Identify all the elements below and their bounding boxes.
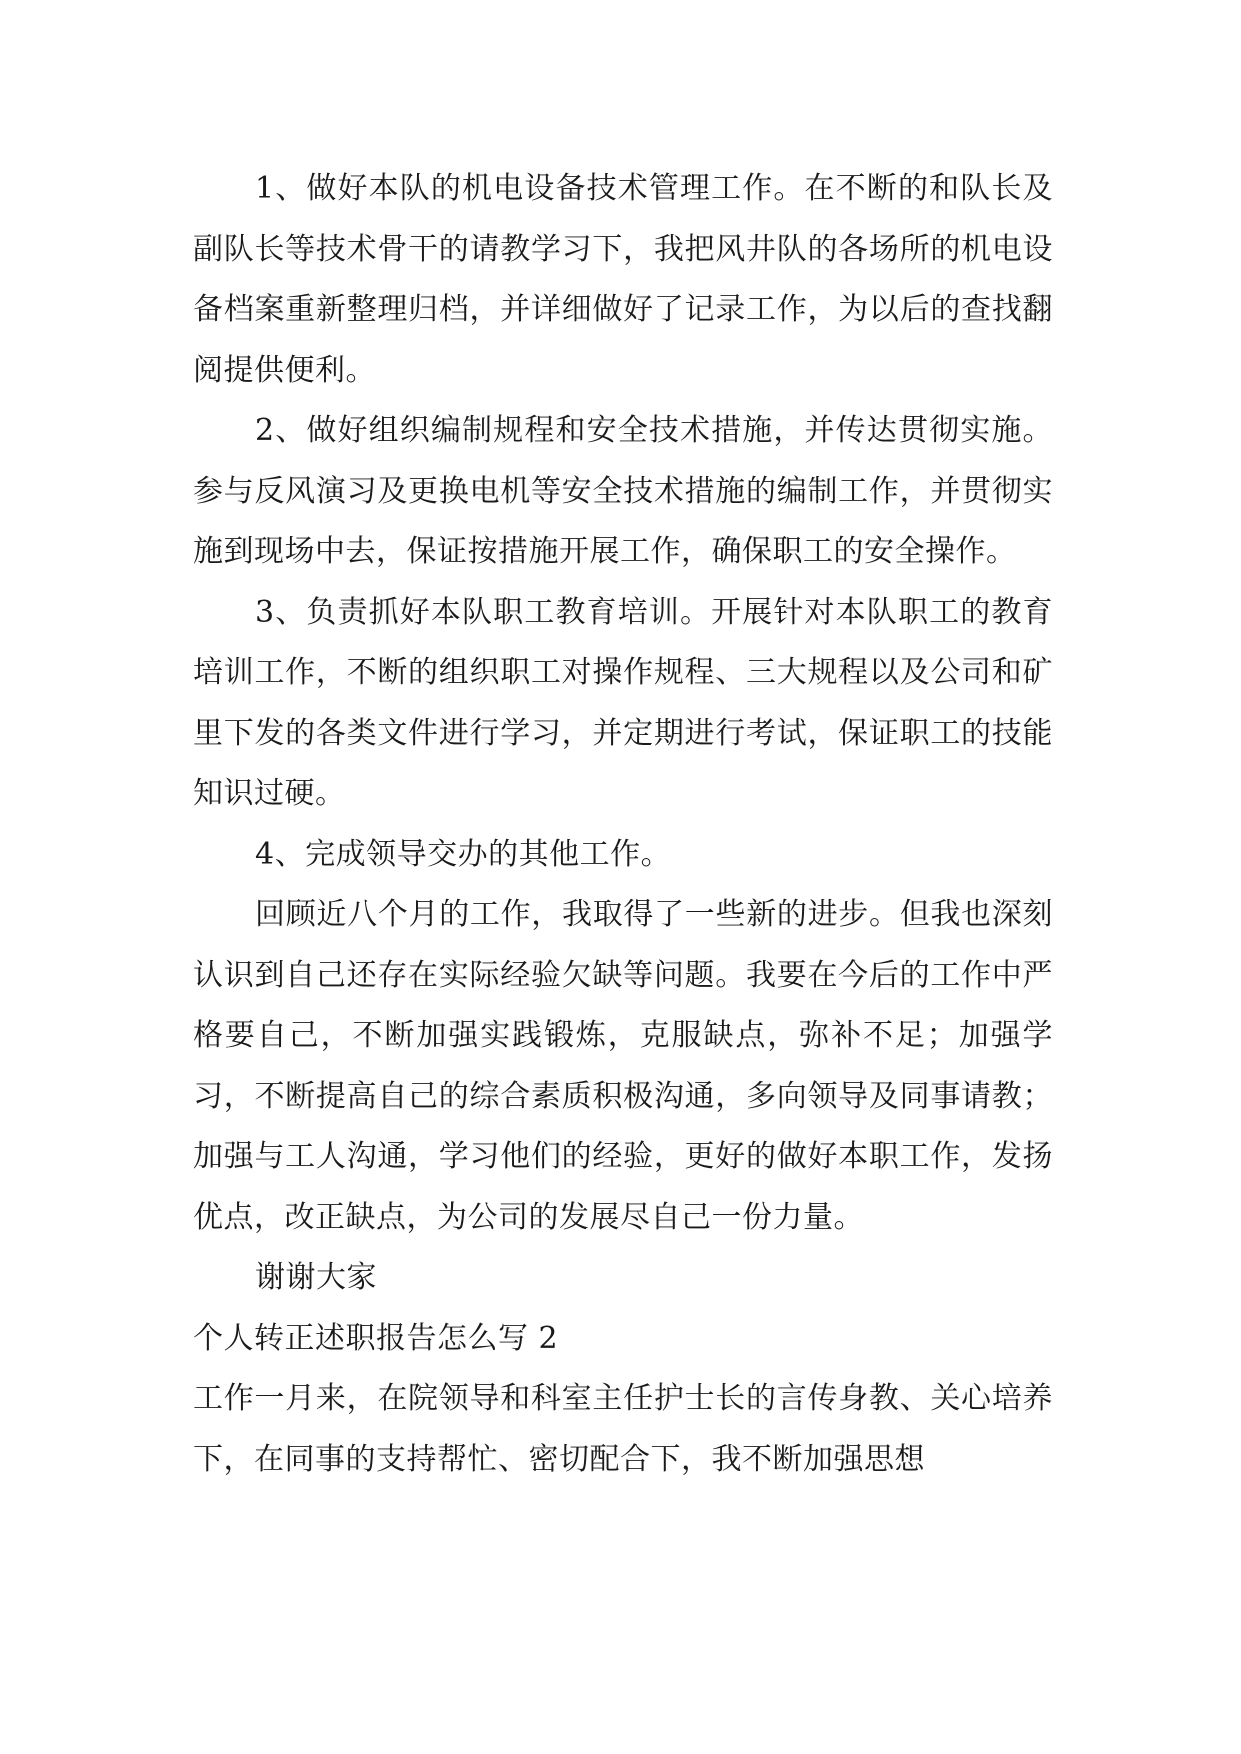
document-page: [193, 159, 1053, 1490]
section-title: 个人转正述职报告怎么写 2: [193, 1320, 559, 1356]
paragraph-4: 4、完成领导交办的其他工作。: [255, 836, 672, 872]
section-body: 工作一月来，在院领导和科室主任护士长的言传身教、关心培养下，在同事的支持帮忙、密切配合下，我不断加强思想: [193, 1381, 1053, 1477]
closing-line: 谢谢大家: [255, 1260, 377, 1295]
paragraph-2: 2、做好组织编制规程和安全技术措施，并传达贯彻实施。参与反风演习及更换电机等安全技术措施的编制工作，并贯彻实施到现场中去，保证按措施开展工作，确保职工的安全操作。: [193, 413, 1053, 569]
paragraph-1: 1、做好本队的机电设备技术管理工作。在不断的和队长及副队长等技术骨干的请教学习下，我把风井队的各场所的机电设备档案重新整理归档，并详细做好了记录工作，为以后的查找翻阅提供便利。: [193, 171, 1053, 388]
paragraph-5: 回顾近八个月的工作，我取得了一些新的进步。但我也深刻认识到自己还存在实际经验欠缺等问题。我要在今后的工作中严格要自己，不断加强实践锻炼，克服缺点，弥补不足；加强学习，不断提高自己的综合素质积极沟通，多向领导及同事请教；加强与工人沟通，学习他们的经验，更好的做好本职工作，发扬优点，改正缺点，为公司的发展尽自己一份力量。: [193, 897, 1053, 1235]
paragraph-3: 3、负责抓好本队职工教育培训。开展针对本队职工的教育培训工作，不断的组织职工对操作规程、三大规程以及公司和矿里下发的各类文件进行学习，并定期进行考试，保证职工的技能知识过硬。: [193, 594, 1053, 811]
